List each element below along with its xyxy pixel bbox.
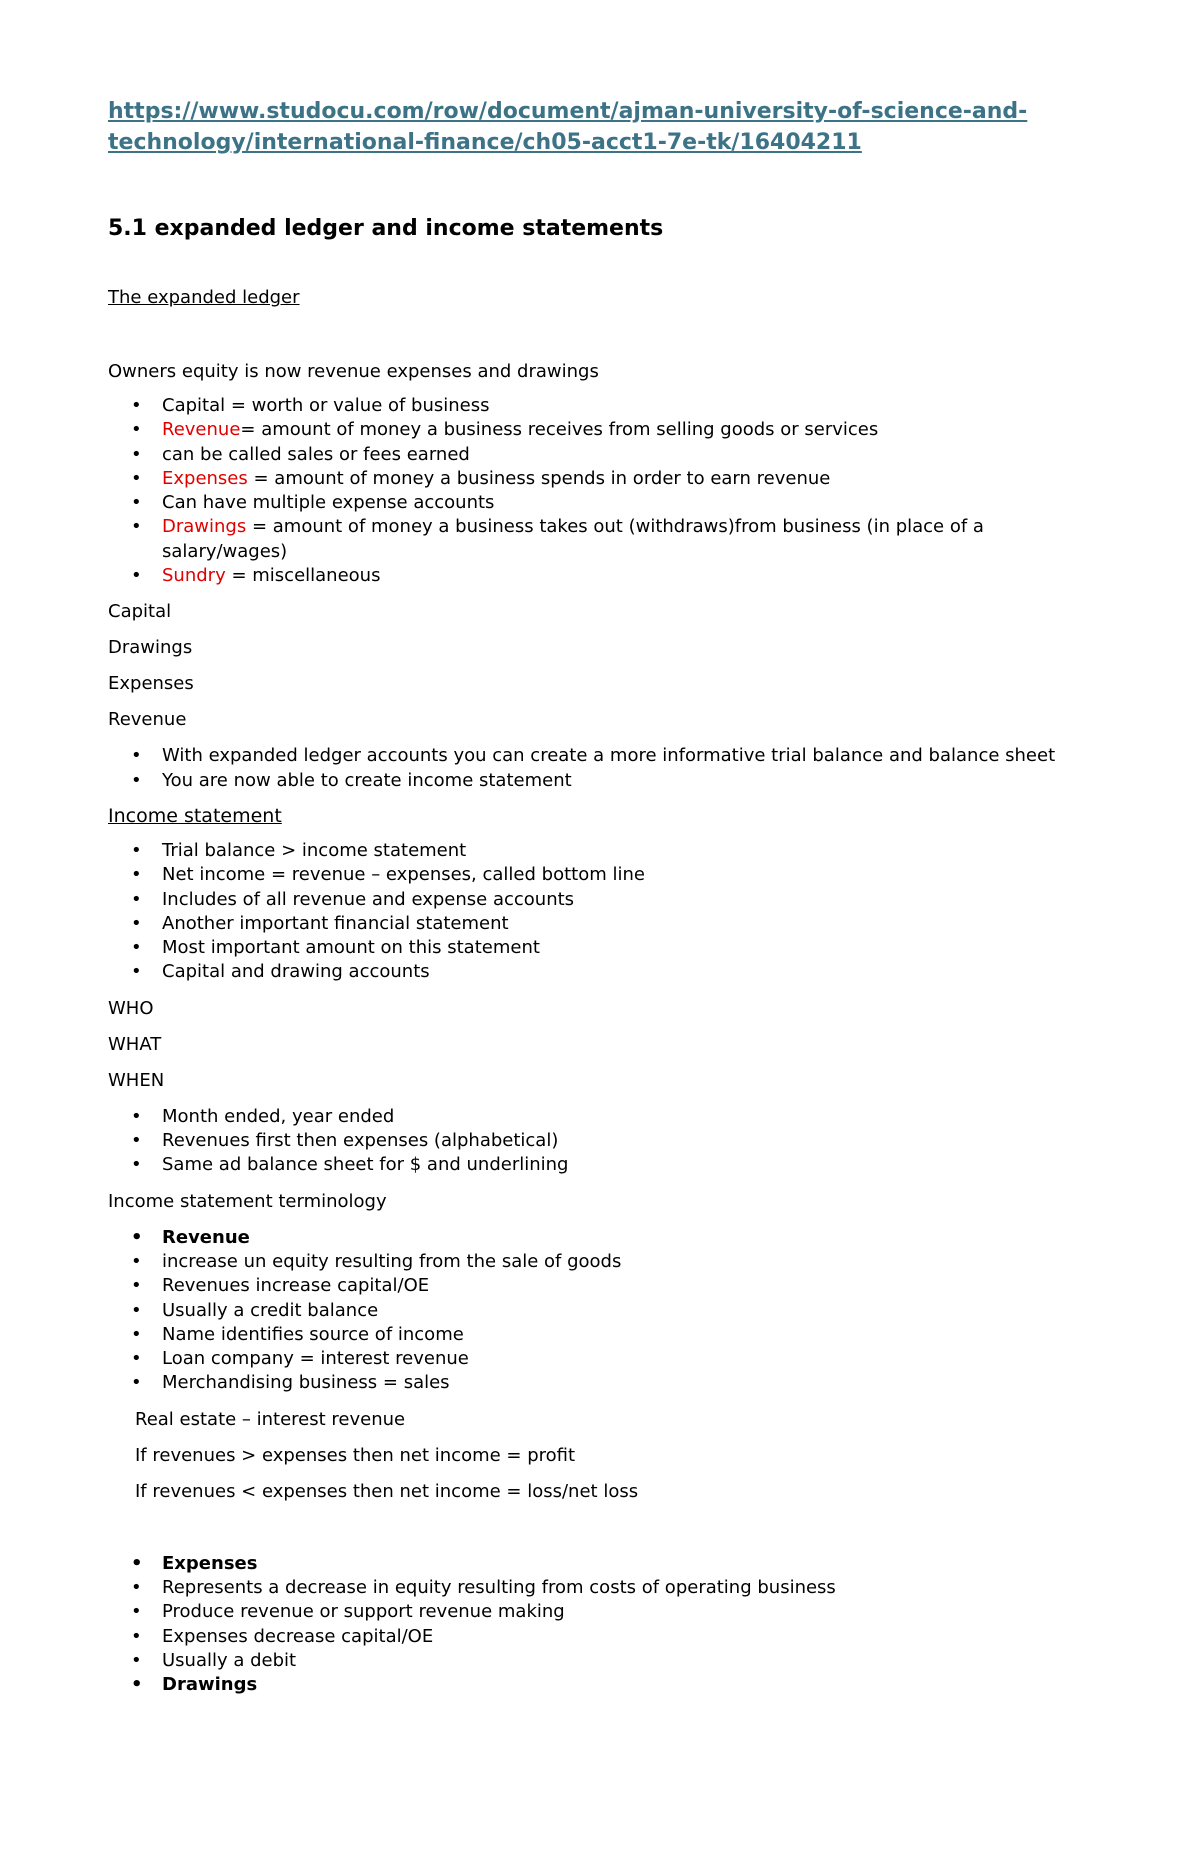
note-loss: If revenues < expenses then net income = loss/net loss (135, 1480, 639, 1502)
note-profit: If revenues > expenses then net income = profit (135, 1444, 576, 1466)
note-real-estate: Real estate – interest revenue (135, 1408, 406, 1430)
list-item: • Expenses = amount of money a business spends in order to earn revenue (108, 467, 1098, 491)
list-item: • Usually a credit balance (108, 1299, 1098, 1323)
list-item-revenue-heading: • Revenue (108, 1226, 1098, 1250)
list-item: • Sundry = miscellaneous (108, 564, 1098, 588)
account-capital: Capital (108, 601, 172, 623)
definitions-list (108, 394, 1098, 588)
income-statement-list (108, 839, 1098, 985)
list-item: • Capital = worth or value of business (108, 394, 1098, 418)
list-item: • Usually a debit (108, 1649, 1098, 1673)
page-title: 5.1 expanded ledger and income statements (108, 216, 664, 241)
section-heading-expanded-ledger: The expanded ledger (108, 287, 300, 308)
list-item: • Trial balance > income statement (108, 839, 1098, 863)
list-item: • Revenues first then expenses (alphabetical) (108, 1129, 1098, 1153)
list-item: • Loan company = interest revenue (108, 1347, 1098, 1371)
what-label: WHAT (108, 1033, 162, 1055)
terminology-heading: Income statement terminology (108, 1190, 387, 1212)
list-item: • Net income = revenue – expenses, called bottom line (108, 863, 1098, 887)
list-item: • Most important amount on this statement (108, 936, 1098, 960)
list-item: • With expanded ledger accounts you can create a more informative trial balance and balance sheet (108, 744, 1098, 768)
revenue-list (108, 1226, 1098, 1396)
list-item: • can be called sales or fees earned (108, 443, 1098, 467)
list-item-expenses-heading: • Expenses (108, 1552, 1098, 1576)
who-label: WHO (108, 997, 154, 1019)
document-body (108, 96, 1098, 1698)
list-item: • Same ad balance sheet for $ and underlining (108, 1153, 1098, 1177)
when-label: WHEN (108, 1069, 165, 1091)
list-item-drawings-heading: • Drawings (108, 1673, 1098, 1697)
account-expenses: Expenses (108, 673, 194, 695)
list-item: • Represents a decrease in equity resulting from costs of operating business (108, 1576, 1098, 1600)
list-item: • You are now able to create income statement (108, 769, 1098, 793)
list-item: • Drawings = amount of money a business takes out (withdraws)from business (in place of a salary/wages) (108, 515, 1098, 564)
list-item: • Revenues increase capital/OE (108, 1274, 1098, 1298)
list-item: • Revenue= amount of money a business receives from selling goods or services (108, 418, 1098, 442)
expenses-list (108, 1552, 1098, 1698)
list-item: • Includes of all revenue and expense accounts (108, 888, 1098, 912)
list-item: • Merchandising business = sales (108, 1371, 1098, 1395)
intro-text: Owners equity is now revenue expenses and drawings (108, 361, 599, 382)
list-item: • Produce revenue or support revenue making (108, 1600, 1098, 1624)
list-item: • Month ended, year ended (108, 1105, 1098, 1129)
section-heading-income-statement: Income statement (108, 804, 282, 827)
list-item: • Capital and drawing accounts (108, 960, 1098, 984)
ledger-notes-list (108, 744, 1098, 793)
list-item: • Name identifies source of income (108, 1323, 1098, 1347)
when-list (108, 1105, 1098, 1178)
list-item: • increase un equity resulting from the sale of goods (108, 1250, 1098, 1274)
list-item: • Expenses decrease capital/OE (108, 1625, 1098, 1649)
list-item: • Can have multiple expense accounts (108, 491, 1098, 515)
list-item: • Another important financial statement (108, 912, 1098, 936)
source-link[interactable]: https://www.studocu.com/row/document/ajman-university-of-science-and-technology/international-finance/ch05-acct1-7e-tk/16404211 (108, 99, 1028, 155)
account-drawings: Drawings (108, 637, 193, 659)
account-revenue: Revenue (108, 709, 187, 731)
